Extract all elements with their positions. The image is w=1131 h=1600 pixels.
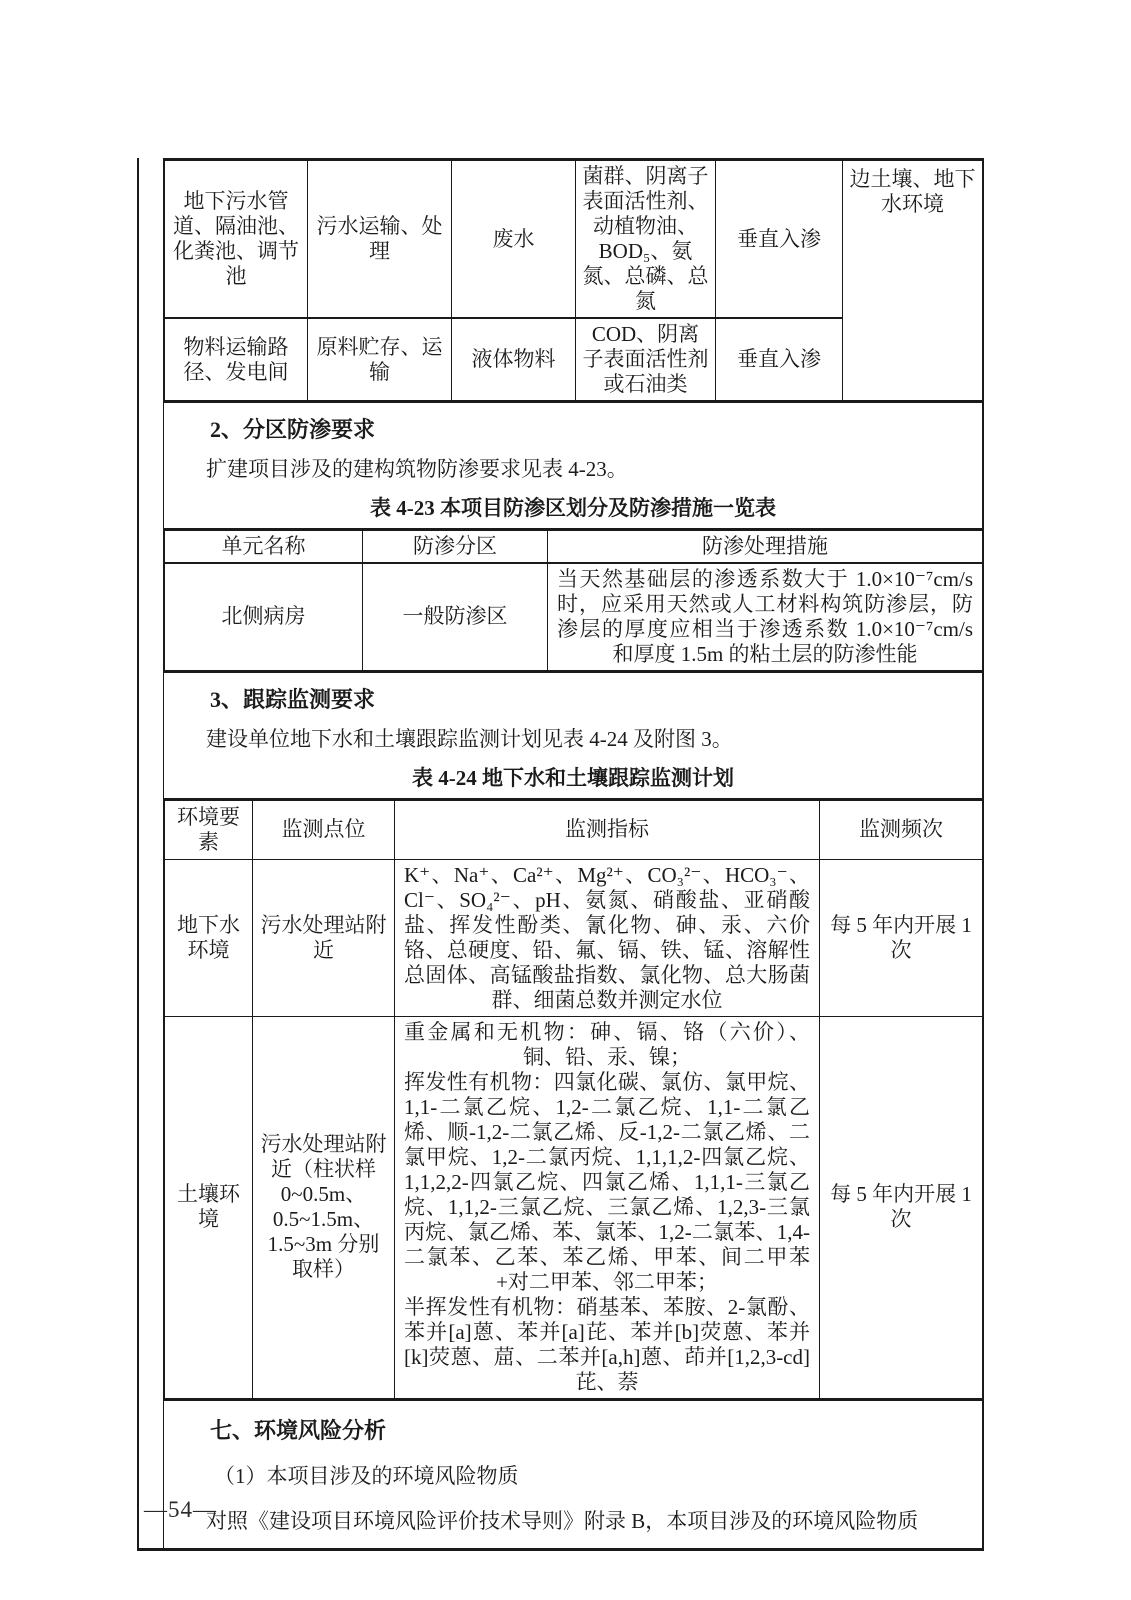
svoc-paragraph: 半挥发性有机物：硝基苯、苯胺、2-氯酚、苯并[a]蒽、苯并[a]芘、苯并[b]荧蒽、苯并[k]荧蒽、䓛、二苯并[a,h]蒽、茚并[1,2,3-cd]芘、萘 (404, 1294, 810, 1394)
table-4-24-caption: 表 4-24 地下水和土壤跟踪监测计划 (412, 765, 734, 790)
indicators-cell: K⁺、Na⁺、Ca²⁺、Mg²⁺、CO₃²⁻、HCO₃⁻、Cl⁻、SO₄²⁻、pH、氨氮、硝酸盐、亚硝酸盐、挥发性酚类、氰化物、砷、汞、六价铬、总硬度、铅、氟、镉、铁、锰、溶解性总固体、高锰酸盐指数、氯化物、总大肠菌群、细菌总数并测定水位 (395, 859, 820, 1016)
factors-cell: COD、阴离子表面活性剂或石油类 (576, 318, 716, 402)
voc-paragraph: 挥发性有机物：四氯化碳、氯仿、氯甲烷、1,1-二氯乙烷、1,2-二氯乙烷、1,1-二氯乙烯、顺-1,2-二氯乙烯、反-1,2-二氯乙烯、二氯甲烷、1,2-二氯丙烷、1,1,1,2-四氯乙烷、1,1,2,2-四氯乙烷、四氯乙烯、1,1,1-三氯乙烷、1,1,2-三氯乙烷、三氯乙烯、1,2,3-三氯丙烷、氯乙烯、苯、氯苯、1,2-二氯苯、1,4-二氯苯、乙苯、苯乙烯、甲苯、间二甲苯+对二甲苯、邻二甲苯； (404, 1069, 810, 1294)
seepage-zone-table (164, 528, 983, 673)
header-measures: 防渗处理措施 (548, 530, 983, 563)
point-cell: 污水处理站附近 (253, 859, 395, 1016)
section-paragraph: 对照《建设项目环境风险评价技术导则》附录 B，本项目涉及的环境风险物质 (206, 1508, 919, 1533)
pathway-cell: 垂直入渗 (716, 318, 843, 402)
header-element: 环境要素 (165, 799, 253, 859)
header-point: 监测点位 (253, 799, 395, 859)
table-header-row (165, 530, 983, 563)
section-heading: 七、环境风险分析 (210, 1417, 387, 1443)
point-cell: 污水处理站附近（柱状样 0~0.5m、0.5~1.5m、1.5~3m 分别取样） (253, 1016, 395, 1399)
section-paragraph: 扩建项目涉及的建构筑物防渗要求见表 4-23。 (206, 457, 628, 481)
unit-cell: 物料运输路径、发电间 (165, 318, 308, 402)
page-number: —54— (144, 1497, 217, 1522)
header-frequency: 监测频次 (820, 799, 983, 859)
section-tracking-monitoring (164, 673, 982, 791)
section-environmental-risk (164, 1401, 982, 1548)
receptor-cell: 边土壤、地下水环境 (843, 160, 983, 402)
unit-cell: 地下污水管道、隔油池、化粪池、调节池 (165, 160, 308, 319)
element-cell: 地下水环境 (165, 859, 253, 1016)
header-zone: 防渗分区 (363, 530, 548, 563)
table-row (165, 563, 983, 672)
measures-cell: 当天然基础层的渗透系数大于 1.0×10⁻⁷cm/s 时，应采用天然或人工材料构筑防渗层，防渗层的厚度应相当于渗透系数 1.0×10⁻⁷cm/s 和厚度 1.5m 的粘土层的防渗性能 (548, 563, 983, 672)
factors-cell: 菌群、阴离子表面活性剂、动植物油、BOD₅、氨氮、总磷、总氮 (576, 160, 716, 319)
section-paragraph: 建设单位地下水和土壤跟踪监测计划见表 4-24 及附图 3。 (206, 726, 733, 751)
material-cell: 液体物料 (452, 318, 576, 402)
groundwater-row (165, 859, 983, 1016)
frequency-cell: 每 5 年内开展 1 次 (820, 1016, 983, 1399)
form-left-gutter (139, 158, 164, 1548)
form-content-area (164, 158, 982, 1548)
soil-row (165, 1016, 983, 1399)
document-form-frame (137, 158, 984, 1551)
monitoring-plan-table (164, 798, 983, 1401)
header-unit: 单元名称 (165, 530, 363, 563)
header-indicators: 监测指标 (395, 799, 820, 859)
table-header-row (165, 799, 983, 859)
table-row (165, 160, 983, 319)
zone-cell: 一般防渗区 (363, 563, 548, 672)
table-4-23-caption: 表 4-23 本项目防渗区划分及防渗措施一览表 (370, 496, 776, 520)
element-cell: 土壤环境 (165, 1016, 253, 1399)
pathway-cell: 垂直入渗 (716, 160, 843, 319)
frequency-cell: 每 5 年内开展 1 次 (820, 859, 983, 1016)
material-cell: 废水 (452, 160, 576, 319)
unit-cell: 北侧病房 (165, 563, 363, 672)
section-heading: 3、跟踪监测要求 (210, 686, 376, 712)
pollution-pathway-table (164, 158, 983, 403)
indicators-cell (395, 1016, 820, 1399)
activity-cell: 污水运输、处理 (308, 160, 452, 319)
section-seepage-zoning (164, 403, 982, 521)
section-subitem: （1）本项目涉及的环境风险物质 (214, 1463, 519, 1488)
section-heading: 2、分区防渗要求 (210, 417, 376, 442)
heavy-metals-paragraph: 重金属和无机物：砷、镉、铬（六价）、铜、铅、汞、镍； (404, 1019, 810, 1069)
activity-cell: 原料贮存、运输 (308, 318, 452, 402)
